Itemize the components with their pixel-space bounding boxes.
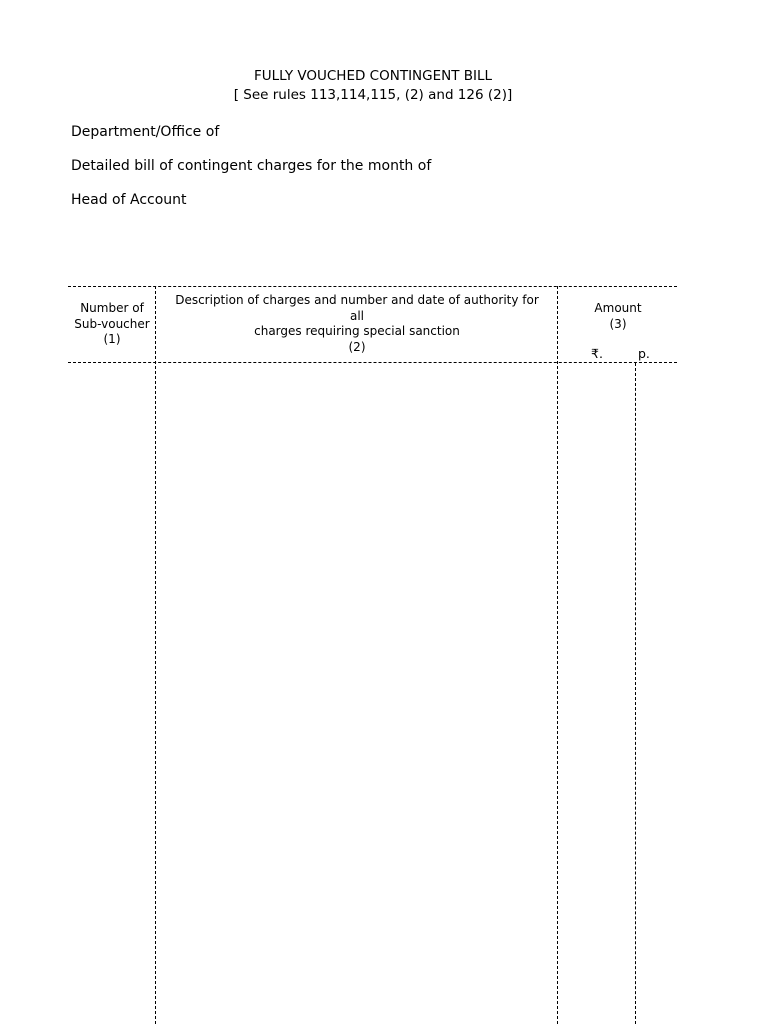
- header-amount-line1: Amount: [594, 301, 642, 315]
- header-subvoucher-line1: Number of: [80, 301, 144, 315]
- month-field: Detailed bill of contingent charges for the month of: [71, 158, 432, 174]
- header-subvoucher: [68, 301, 156, 348]
- header-description: [157, 293, 557, 355]
- department-field: Department/Office of: [71, 124, 220, 140]
- amount-subdivider: [635, 363, 636, 1024]
- table-header-bottom-border: [68, 362, 677, 363]
- rules-reference: [ See rules 113,114,115, (2) and 126 (2)]: [233, 87, 513, 103]
- column-divider-2: [557, 286, 558, 1024]
- header-subvoucher-line2: Sub-voucher: [74, 316, 150, 331]
- header-description-line3: charges requiring special sanction: [254, 324, 460, 338]
- header-amount: [559, 301, 677, 332]
- header-description-line1: Description of charges and number and date of authority for: [175, 293, 539, 307]
- header-description-line4: (2): [348, 339, 366, 354]
- header-amount-line2: (3): [609, 316, 627, 331]
- header-subvoucher-line3: (1): [103, 332, 121, 346]
- rupee-label: ₹.: [591, 346, 603, 361]
- head-of-account-field: Head of Account: [71, 192, 187, 208]
- paise-label: p.: [638, 346, 650, 361]
- column-divider-1: [155, 286, 156, 1024]
- header-description-line2: all: [349, 308, 365, 323]
- table-top-border: [68, 286, 677, 287]
- bill-title: FULLY VOUCHED CONTINGENT BILL: [253, 68, 493, 84]
